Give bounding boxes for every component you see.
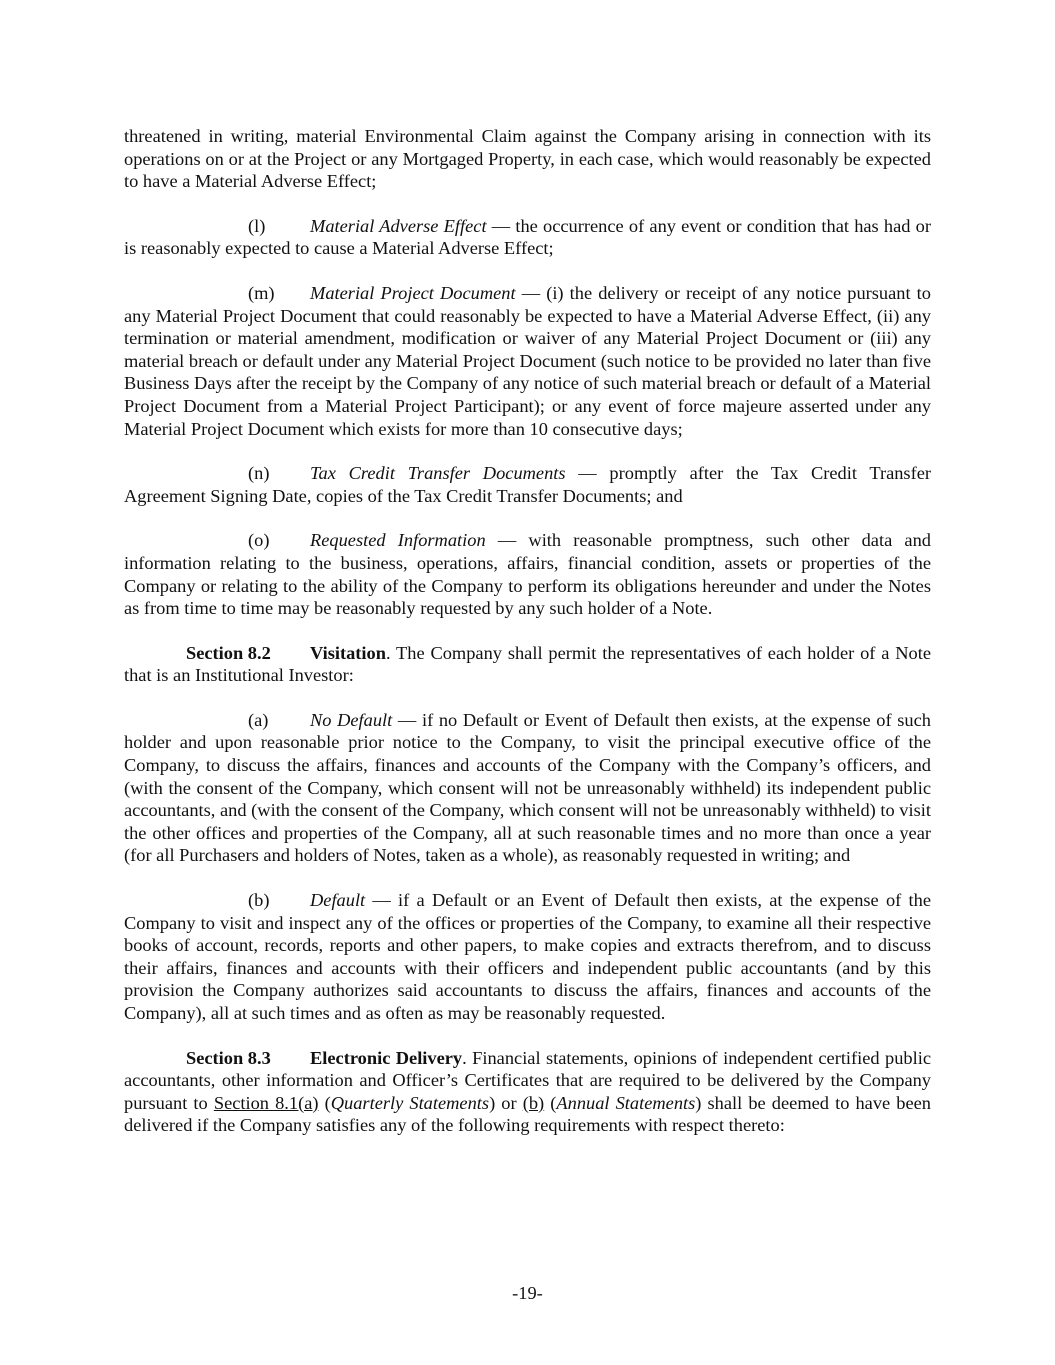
section-8-3-paragraph: Section 8.3 Electronic Delivery. Financial statements, opinions of independent certified public accountants, other information and Officer’s Certificates that are required to be delivered by the Company pursuant to Section 8.1(a) (Quarterly Statements) or (b) (Annual Statements) shall be deemed to have been delivered if the Company satisfies any of the following requirements with respect thereto: xyxy=(124,1047,932,1136)
item-b-paragraph xyxy=(124,889,931,1025)
item-title: Tax Credit Transfer Documents xyxy=(310,463,566,484)
section-number: Section 8.3 xyxy=(186,1047,271,1068)
section-title: Electronic Delivery xyxy=(310,1047,463,1068)
item-label: (a) xyxy=(248,709,269,730)
intro-paragraph: threatened in writing, material Environmental Claim against the Company arising in connection with its operations on or at the Project or any Mortgaged Property, in each case, which would reasonably be expected to have a Material Adverse Effect; xyxy=(124,126,931,192)
section-title: Visitation xyxy=(310,642,386,663)
item-title: No Default xyxy=(310,709,393,730)
item-text: — with reasonable promptness, such other data and information relating to the business, operations, affairs, financial condition, assets or properties of the Company or relating to the ability of the Company to perform its obligations hereunder and under the Notes as from time to time may be reasonably requested by any such holder of a Note. xyxy=(124,530,931,619)
item-text: — the occurrence of any event or condition that has had or is reasonably expected to cause a Material Adverse Effect; xyxy=(124,215,931,259)
document-page xyxy=(124,125,931,1159)
cross-reference-link[interactable]: (b) xyxy=(522,1092,545,1113)
item-n-paragraph xyxy=(124,462,931,507)
section-text: . The Company shall permit the representatives of each holder of a Note that is an Institutional Investor: xyxy=(124,642,931,686)
item-m-paragraph xyxy=(124,282,931,440)
item-label: (n) xyxy=(248,463,270,484)
item-title: Material Adverse Effect xyxy=(310,215,487,236)
item-label: (b) xyxy=(248,890,270,911)
cross-reference-link[interactable]: Section 8.1(a) xyxy=(213,1092,319,1113)
item-title: Default xyxy=(310,890,366,911)
item-text: — if a Default or an Event of Default then exists, at the expense of the Company to visit and inspect any of the offices or properties of the Company, to examine all their respective books of account, records, reports and other papers, to make copies and extracts therefrom, and to discuss their affairs, finances and accounts with their officers and independent public accountants (and by this provision the Company authorizes said accountants to discuss the affairs, finances and accounts of the Company), all at such times and as often as may be reasonably requested. xyxy=(124,890,931,1023)
item-label: (o) xyxy=(248,530,270,551)
item-title: Material Project Document xyxy=(310,282,516,303)
section-text: . Financial statements, opinions of independent certified public accountants, other information and Officer’s Certificates that are required to be delivered by the Company pursuant to xyxy=(124,1047,931,1113)
section-text: ) shall be deemed to have been delivered if the Company satisfies any of the following requirements with respect thereto: xyxy=(124,1092,932,1136)
page-number: -19- xyxy=(512,1283,543,1303)
item-label: (m) xyxy=(248,282,275,303)
item-text: — promptly after the Tax Credit Transfer Agreement Signing Date, copies of the Tax Credit Transfer Documents; and xyxy=(124,463,931,506)
item-title: Requested Information xyxy=(310,530,486,551)
item-text: — if no Default or Event of Default then exists, at the expense of such holder and upon reasonable prior notice to the Company, to visit the principal executive office of the Company, to discuss the affairs, finances and accounts of the Company with the Company’s officers, and (with the consent of the Company, which consent will not be unreasonably withheld) its independent public accountants, and (with the consent of the Company, which consent will not be unreasonably withheld) to visit the other offices and properties of the Company, all at such reasonable times and no more than once a year (for all Purchasers and holders of Notes, taken as a whole), as reasonably requested in writing; and xyxy=(124,709,931,866)
item-o-paragraph xyxy=(124,529,931,619)
section-8-2-paragraph xyxy=(124,642,931,687)
item-l-paragraph xyxy=(124,215,931,260)
item-a-paragraph xyxy=(124,709,931,867)
reference-name: Annual Statements xyxy=(556,1092,696,1113)
item-label: (l) xyxy=(248,215,266,236)
section-number: Section 8.2 xyxy=(186,642,271,663)
item-text: — (i) the delivery or receipt of any notice pursuant to any Material Project Document that could reasonably be expected to have a Material Adverse Effect, (ii) any termination or material amendment, modification or waiver of any Material Project Document or (iii) any material breach or default under any Material Project Document (such notice to be provided no later than five Business Days after the receipt by the Company of any notice of such material breach or default of a Material Project Document from a Material Project Participant); or any event of force majeure asserted under any Material Project Document which exists for more than 10 consecutive days; xyxy=(124,282,931,439)
reference-name: Quarterly Statements xyxy=(330,1092,490,1113)
